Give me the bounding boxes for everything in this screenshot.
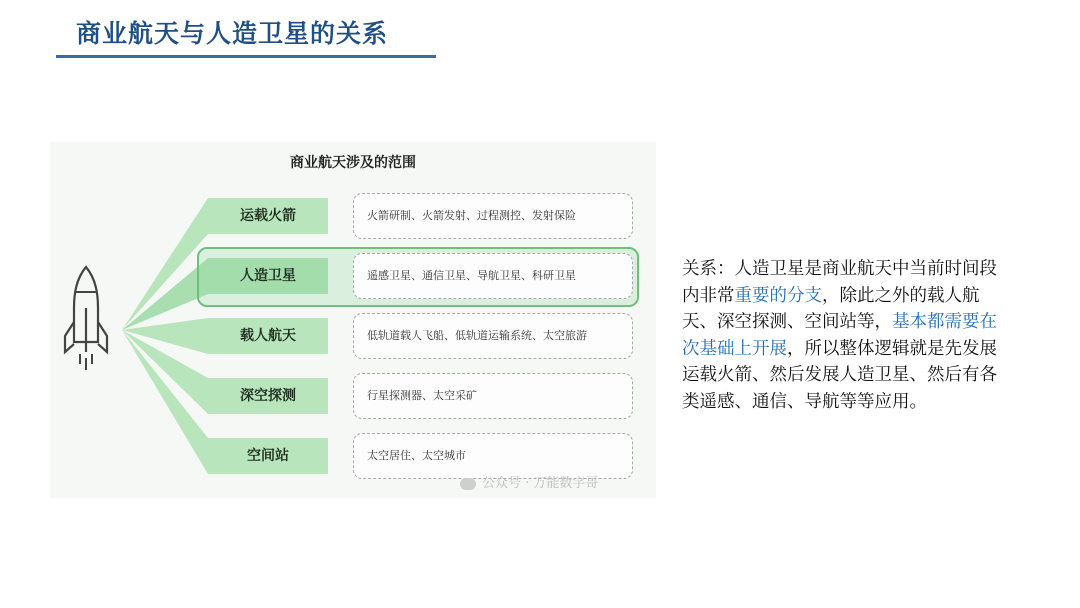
explanation-highlight: 基本都需要在次基础上开展	[682, 312, 997, 359]
description-box: 遥感卫星、通信卫星、导航卫星、科研卫星	[353, 253, 633, 299]
diagram-title: 商业航天涉及的范围	[290, 155, 416, 171]
category-label: 载人航天	[240, 328, 296, 344]
category-label: 人造卫星	[240, 268, 296, 284]
explanation-part: 关系：人造卫星是商业航天中当前时间段内非常	[682, 259, 997, 306]
description-box: 行星探测器、太空采矿	[353, 373, 633, 419]
watermark-text: 公众号 · 万能数字哥	[482, 476, 599, 491]
description-box: 低轨道载人飞船、低轨道运输系统、太空旅游	[353, 313, 633, 359]
category-label: 运载火箭	[240, 208, 296, 224]
description-box: 太空居住、太空城市	[353, 433, 633, 479]
description-box: 火箭研制、火箭发射、过程测控、发射保险	[353, 193, 633, 239]
watermark	[460, 472, 598, 491]
wechat-icon	[460, 478, 476, 490]
explanation-highlight: 重要的分支	[734, 285, 822, 306]
title-underline	[56, 55, 436, 58]
explanation-part: ，所以整体逻辑就是先发展运载火箭、然后发展人造卫星、然后有各类遥感、通信、导航等等应用。	[682, 338, 997, 412]
explanation-text	[682, 256, 1012, 415]
category-label: 空间站	[247, 448, 289, 464]
rocket-icon	[62, 264, 110, 376]
slide-title: 商业航天与人造卫星的关系	[76, 19, 389, 48]
explanation-part: ，除此之外的载人航天、深空探测、空间站等，	[682, 285, 980, 332]
category-label: 深空探测	[240, 388, 296, 404]
scope-diagram	[50, 142, 656, 498]
